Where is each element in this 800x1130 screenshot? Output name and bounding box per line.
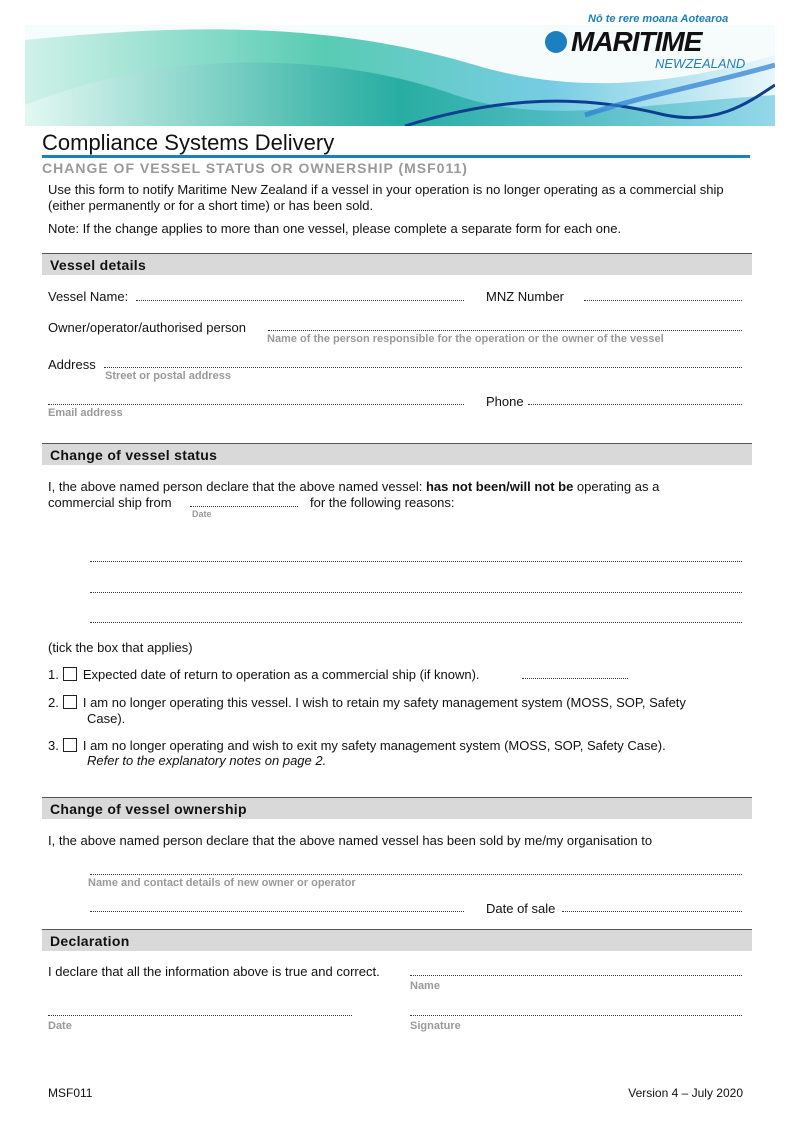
section-vessel-status: Change of vessel status (42, 443, 752, 465)
page-title: Compliance Systems Delivery (42, 130, 335, 155)
logo-icon (545, 31, 567, 53)
email-hint: Email address (48, 407, 123, 419)
logo-tagline: Nō te rere moana Aotearoa (588, 13, 729, 25)
intro-note: Note: If the change applies to more than one vessel, please complete a separate form for each one. (48, 221, 622, 236)
status-text: I, the above named person declare that the above named vessel: (48, 479, 426, 494)
new-owner-field[interactable] (90, 874, 742, 875)
status-reasons-label: for the following reasons: (310, 495, 455, 510)
date-field[interactable] (48, 1015, 352, 1016)
reason-line-2[interactable] (90, 592, 742, 593)
mnz-number-field[interactable] (584, 300, 742, 301)
option-1-checkbox[interactable] (63, 667, 77, 681)
name-hint: Name (410, 980, 440, 992)
date-of-sale-label: Date of sale (486, 901, 556, 916)
new-owner-field-2[interactable] (90, 911, 464, 912)
section-vessel-details: Vessel details (42, 253, 752, 275)
logo-main: MARITIME (571, 26, 702, 57)
mnz-number-label: MNZ Number (486, 289, 565, 304)
status-text-bold: has not been/will not be (425, 479, 574, 494)
option-1 (48, 667, 480, 682)
option-3-text: I am no longer operating and wish to exit my safety management system (MOSS, SOP, Safety Case). (82, 738, 666, 753)
option-3-checkbox[interactable] (63, 738, 77, 752)
signature-field[interactable] (410, 1015, 742, 1016)
return-date-field[interactable] (522, 678, 628, 679)
option-number: 2. (48, 695, 59, 710)
logo-sub: NEWZEALAND (655, 56, 746, 71)
tick-note: (tick the box that applies) (48, 640, 193, 655)
owner-field[interactable] (268, 330, 742, 331)
reason-line-3[interactable] (90, 622, 742, 623)
option-2 (48, 695, 686, 710)
option-number: 1. (48, 667, 59, 682)
option-3-note: Refer to the explanatory notes on page 2. (87, 753, 327, 768)
date-of-sale-field[interactable] (562, 911, 742, 912)
address-label: Address (48, 357, 96, 372)
owner-hint: Name of the person responsible for the operation or the owner of the vessel (267, 333, 664, 345)
signature-hint: Signature (410, 1020, 461, 1032)
phone-label: Phone (486, 394, 524, 409)
title-rule (42, 155, 750, 158)
status-from-label: commercial ship from (48, 495, 172, 510)
option-1-text: Expected date of return to operation as a commercial ship (if known). (82, 667, 480, 682)
name-field[interactable] (410, 975, 742, 976)
new-owner-hint: Name and contact details of new owner or operator (88, 877, 356, 889)
ownership-declaration: I, the above named person declare that the above named vessel has been sold by me/my organisation to (48, 833, 653, 848)
reason-line-1[interactable] (90, 561, 742, 562)
status-declaration (48, 479, 659, 494)
owner-label: Owner/operator/authorised person (48, 320, 247, 335)
section-declaration: Declaration (42, 929, 752, 951)
address-field[interactable] (104, 367, 742, 368)
email-field[interactable] (48, 404, 464, 405)
vessel-name-field[interactable] (136, 300, 464, 301)
footer-version: Version 4 – July 2020 (628, 1086, 743, 1100)
option-number: 3. (48, 738, 59, 753)
status-text-end: operating as a (573, 479, 660, 494)
option-2-checkbox[interactable] (63, 695, 77, 709)
option-2-text: I am no longer operating this vessel. I wish to retain my safety management system (MOSS, SOP, Safety (82, 695, 686, 710)
date-hint: Date (48, 1020, 72, 1032)
section-vessel-ownership: Change of vessel ownership (42, 797, 752, 819)
status-date-field[interactable] (190, 506, 298, 507)
address-hint: Street or postal address (105, 370, 231, 382)
vessel-name-label: Vessel Name: (48, 289, 129, 304)
option-2-continued: Case). (87, 711, 126, 726)
footer-form-code: MSF011 (48, 1086, 93, 1100)
intro-paragraph: Use this form to notify Maritime New Zealand if a vessel in your operation is no longer operating as a commercial ship (either permanently or for a short time) or has been sold. (48, 182, 724, 213)
phone-field[interactable] (528, 404, 742, 405)
status-date-hint: Date (192, 509, 212, 519)
form-subtitle: CHANGE OF VESSEL STATUS OR OWNERSHIP (MSF011) (42, 160, 468, 176)
option-3 (48, 738, 666, 753)
declaration-text: I declare that all the information above is true and correct. (48, 964, 380, 979)
